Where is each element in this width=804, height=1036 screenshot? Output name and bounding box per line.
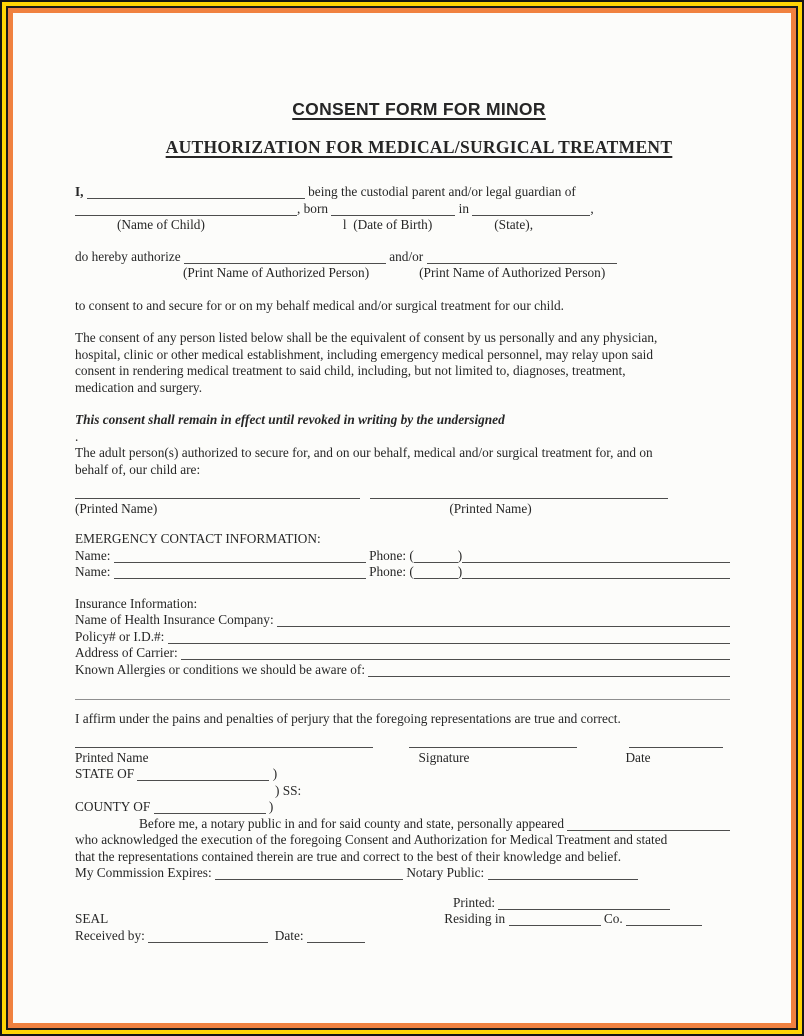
form-line [75, 484, 730, 501]
blank-field [414, 564, 458, 579]
form-text: consent in rendering medical treatment to said child, including, but not limited to, diagnoses, treatment, [75, 363, 626, 378]
form-text: Phone: ( [365, 547, 414, 563]
form-text: Notary Public: [403, 865, 488, 880]
form-line [75, 645, 730, 662]
blank-field [114, 564, 366, 579]
form-body [75, 184, 763, 944]
form-text: Date [625, 749, 651, 765]
blank-field [629, 733, 723, 748]
blank-field [462, 564, 730, 579]
form-line [75, 596, 730, 613]
form-line [75, 612, 730, 629]
form-line [75, 816, 730, 833]
blank-field [331, 201, 455, 216]
blank-field [370, 484, 668, 499]
consent-form-page [13, 13, 791, 1023]
form-line [75, 330, 730, 347]
form-text: (Printed Name) [75, 500, 158, 516]
form-text: Name: [75, 547, 114, 563]
decorative-frame-orange [8, 8, 796, 1028]
blank-field [277, 612, 730, 627]
form-line [75, 750, 730, 767]
form-text: ) [457, 564, 463, 579]
form-text: medication and surgery. [75, 379, 203, 395]
form-text: The consent of any person listed below shall be the equivalent of consent by us personally and any physician, [75, 330, 658, 345]
form-text: Date: [268, 927, 307, 943]
form-line [75, 832, 730, 849]
form-line [75, 662, 730, 679]
form-text: to consent to and secure for or on my behalf medical and/or surgical treatment for our child. [75, 297, 564, 313]
form-line [75, 711, 730, 728]
form-line [75, 363, 730, 380]
form-text: Known Allergies or conditions we should be aware of: [75, 661, 369, 677]
form-text: Printed: [453, 894, 499, 910]
form-text: ) [265, 799, 274, 814]
form-text: Policy# or I.D.#: [75, 628, 168, 644]
blank-field [75, 685, 730, 700]
form-text: that the representations contained therein are true and correct to the best of their knowledge and belief. [75, 848, 622, 864]
form-line [75, 298, 730, 315]
form-text: and/or [385, 248, 427, 264]
form-text: being the custodial parent and/or legal guardian of [304, 184, 576, 199]
blank-field [184, 249, 386, 264]
form-line [75, 895, 730, 912]
form-text: , [590, 200, 594, 216]
form-text: Received by: [75, 927, 149, 943]
form-line [75, 184, 730, 201]
form-text: in [455, 200, 473, 216]
form-text: (State), [494, 217, 534, 232]
form-text: behalf of, our child are: [75, 461, 201, 477]
form-line [75, 201, 730, 218]
form-line [75, 783, 730, 800]
form-text: Phone: ( [365, 564, 414, 579]
form-text: Name of Health Insurance Company: [75, 612, 277, 627]
form-line [75, 412, 730, 429]
form-text: l (Date of Birth) [342, 217, 433, 232]
blank-field [509, 911, 601, 926]
blank-field [114, 548, 366, 563]
form-text: Printed Name [75, 749, 149, 765]
blank-field [75, 201, 297, 216]
form-line [75, 265, 730, 282]
form-text: Residing in [444, 911, 509, 926]
form-line [75, 911, 730, 928]
form-text: Co. [600, 911, 627, 926]
blank-field [168, 629, 730, 644]
form-text: . [75, 428, 79, 444]
form-subtitle: AUTHORIZATION FOR MEDICAL/SURGICAL TREATMENT [165, 137, 673, 157]
form-text: ) SS: [275, 782, 302, 798]
form-line [75, 629, 730, 646]
form-line [75, 865, 730, 882]
blank-field [488, 865, 638, 880]
blank-field [472, 201, 590, 216]
form-line [75, 249, 730, 266]
form-text: Before me, a notary public in and for said county and state, personally appeared [139, 815, 568, 831]
blank-field [181, 645, 730, 660]
decorative-frame-yellow [2, 2, 802, 1034]
form-text: Name: [75, 564, 114, 579]
form-text: I affirm under the pains and penalties of perjury that the foregoing representations are true and correct. [75, 710, 621, 726]
form-text: ) [269, 766, 278, 781]
form-text: hospital, clinic or other medical establishment, including emergency medical personnel, may relay upon said [75, 346, 653, 362]
blank-field [368, 662, 730, 677]
blank-field [626, 911, 702, 926]
form-text: Address of Carrier: [75, 645, 181, 660]
blank-field [567, 816, 730, 831]
blank-field [215, 865, 403, 880]
form-line [75, 548, 730, 565]
form-text: ) [457, 547, 463, 563]
form-text: do hereby authorize [75, 248, 184, 264]
blank-field [154, 799, 266, 814]
blank-field [462, 548, 730, 563]
form-line [75, 685, 730, 702]
form-line [75, 799, 730, 816]
form-line [75, 429, 730, 446]
form-line [75, 347, 730, 364]
form-line [75, 531, 730, 548]
form-text: (Print Name of Authorized Person) [419, 265, 606, 280]
form-text: who acknowledged the execution of the foregoing Consent and Authorization for Medical Treatment and stated [75, 832, 668, 847]
form-text: (Name of Child) [117, 217, 205, 232]
form-line [75, 217, 730, 234]
decorative-frame-inner [6, 6, 798, 1030]
form-line [75, 733, 730, 750]
form-line [75, 380, 730, 397]
form-text: I, [75, 184, 87, 199]
form-text: Insurance Information: [75, 595, 198, 611]
form-text: (Printed Name) [449, 500, 532, 516]
form-title: CONSENT FORM FOR MINOR [292, 99, 546, 119]
form-text: COUNTY OF [75, 799, 154, 814]
form-line [75, 564, 730, 581]
blank-field [307, 928, 365, 943]
form-text: (Print Name of Authorized Person) [183, 265, 370, 280]
blank-field [75, 733, 373, 748]
blank-field [498, 895, 670, 910]
form-line [75, 501, 730, 518]
blank-field [427, 249, 617, 264]
blank-field [148, 928, 268, 943]
form-text: SEAL [75, 911, 109, 926]
form-text: My Commission Expires: [75, 865, 215, 880]
form-text: Signature [418, 749, 470, 765]
form-line [75, 462, 730, 479]
form-line [75, 766, 730, 783]
form-text: The adult person(s) authorized to secure for, and on our behalf, medical and/or surgical treatment for, and on [75, 445, 653, 460]
blank-field [75, 484, 360, 499]
form-text: This consent shall remain in effect until revoked in writing by the undersigned [75, 412, 505, 427]
form-line [75, 445, 730, 462]
blank-field [87, 184, 305, 199]
blank-field [409, 733, 577, 748]
form-text: , born [297, 200, 332, 216]
form-line [75, 849, 730, 866]
form-text: STATE OF [75, 766, 138, 781]
form-text: EMERGENCY CONTACT INFORMATION: [75, 531, 321, 546]
blank-field [137, 766, 269, 781]
form-line [75, 928, 730, 945]
blank-field [414, 548, 458, 563]
